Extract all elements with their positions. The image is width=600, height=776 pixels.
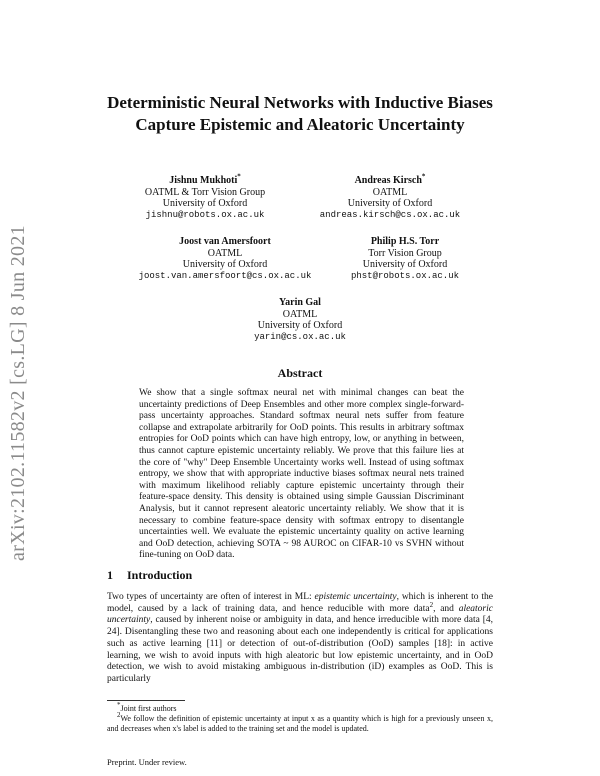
author-block: [325, 236, 485, 282]
author-email[interactable]: yarin@cs.ox.ac.uk: [254, 331, 346, 342]
author-email[interactable]: phst@robots.ox.ac.uk: [350, 270, 460, 281]
term-aleatoric: aleatoric uncertainty: [107, 603, 493, 626]
author-email[interactable]: andreas.kirsch@cs.ox.ac.uk: [319, 209, 461, 220]
footnote: 2We follow the definition of epistemic uncertainty at input x as a quantity which is high for a previously unseen x, and decreases when x's label is added to the training set and the model is updated.: [107, 711, 493, 733]
preprint-note: Preprint. Under review.: [107, 757, 187, 767]
author-affiliation: OATML: [207, 247, 243, 259]
section-heading: [107, 568, 192, 583]
author-name: Jishnu Mukhoti*: [169, 172, 241, 186]
author-institution: University of Oxford: [162, 198, 248, 209]
abstract-body: We show that a single softmax neural net with minimal changes can beat the uncertainty predictions of Deep Ensembles and other more complex single-forward-pass uncertainty approaches. Standard softmax neural nets suffer from feature collapse and extrapolate arbitrarily for OoD points. This results in arbitrary softmax entropies for OoD points which can have high entropy, low, or anything in between, thus cannot capture epistemic uncertainty reliably. We prove that this failure lies at the core of "why" Deep Ensemble Uncertainty works well. Instead of using softmax entropy, we show that with appropriate inductive biases softmax neural nets trained with maximum likelihood reliably capture epistemic uncertainty through their feature-space density. This density is obtained using simple Gaussian Discriminant Analysis, but it cannot represent aleatoric uncertainty reliably. We show that it is necessary to combine feature-space density with softmax entropy to disentangle uncertainties well. We evaluate the epistemic uncertainty quality on active learning and OoD detection, achieving SOTA ~ 98 AUROC on CIFAR-10 vs SVHN without fine-tuning on OoD data.: [139, 388, 464, 561]
author-block: [225, 297, 375, 343]
author-name: Yarin Gal: [279, 297, 321, 308]
footnote: *Joint first authors: [117, 701, 177, 713]
author-name: Andreas Kirsch*: [354, 172, 426, 186]
arxiv-identifier-stamp: arXiv:2102.11582v2 [cs.LG] 8 Jun 2021: [7, 225, 29, 561]
author-block: [120, 172, 290, 221]
author-affiliation: OATML: [282, 308, 318, 320]
author-email[interactable]: jishnu@robots.ox.ac.uk: [145, 209, 265, 220]
footnote-ref[interactable]: 2: [429, 600, 434, 609]
title-line-1: Deterministic Neural Networks with Inductive Biases: [107, 93, 493, 112]
author-name: Joost van Amersfoort: [179, 236, 271, 247]
abstract-heading: Abstract: [277, 366, 323, 380]
section-number: 1: [107, 568, 113, 582]
author-affiliation: OATML & Torr Vision Group: [144, 186, 266, 198]
author-institution: University of Oxford: [347, 198, 433, 209]
paper-title: [60, 92, 540, 136]
author-institution: University of Oxford: [257, 320, 343, 331]
author-institution: University of Oxford: [182, 259, 268, 270]
author-affiliation: OATML: [372, 186, 408, 198]
author-block: [130, 236, 320, 282]
author-email[interactable]: joost.van.amersfoort@cs.ox.ac.uk: [138, 270, 312, 281]
introduction-paragraph: Two types of uncertainty are often of interest in ML: epistemic uncertainty, which is inherent to the model, caused by a lack of training data, and hence reducible with more data$^2$, and aleatoric uncertainty, caused by inherent noise or ambiguity in data, and hence irreducible with more data [4, 24]. Disentangling these two and reasoning about each one independently is critical for applications such as active learning [11] or detection of out-of-distribution (OoD) samples [18]: in active learning, we wish to avoid inputs with high aleatoric but low epistemic uncertainty, and in OoD detection, we wish to avoid mistaking ambiguous in-distribution (iD) examples as OoD. This is particularly: [107, 592, 494, 684]
author-affiliation: Torr Vision Group: [368, 247, 442, 259]
author-name: Philip H.S. Torr: [370, 236, 440, 247]
title-line-2: Capture Epistemic and Aleatoric Uncertainty: [135, 115, 465, 134]
author-institution: University of Oxford: [362, 259, 448, 270]
section-title: Introduction: [127, 568, 193, 582]
term-epistemic: epistemic uncertainty: [314, 592, 397, 602]
author-block: [305, 172, 475, 221]
